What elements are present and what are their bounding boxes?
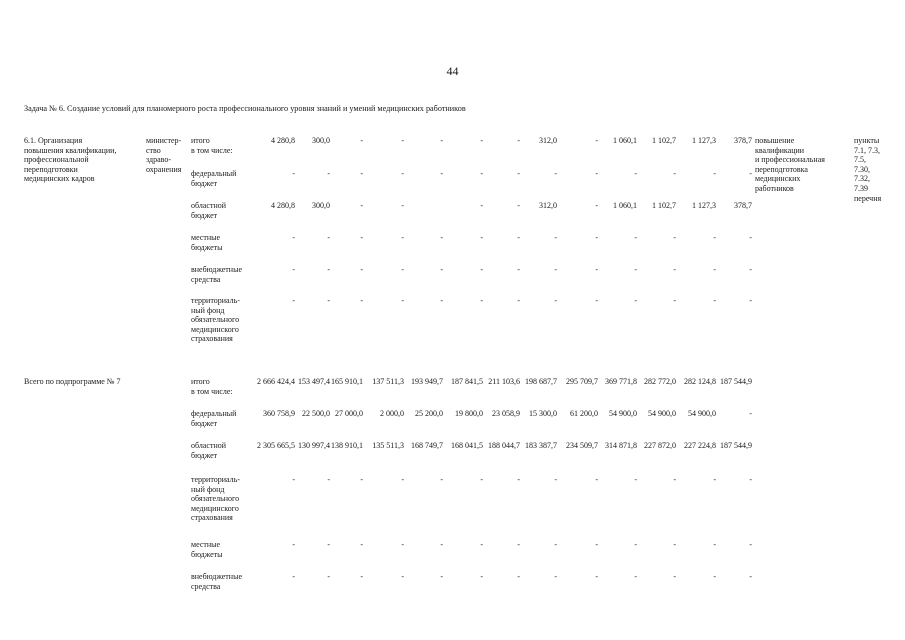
section1-value-cell: -: [401, 169, 404, 178]
section2-value-cell: 295 709,7: [566, 377, 598, 386]
section2-value-cell: 193 949,7: [411, 377, 443, 386]
section1-value-cell: -: [401, 201, 404, 210]
section1-value-cell: -: [634, 265, 637, 274]
section2-value-cell: 234 509,7: [566, 441, 598, 450]
section1-value-cell: -: [713, 169, 716, 178]
section1-value-cell: 4 280,8: [271, 136, 295, 145]
section1-value-cell: -: [749, 233, 752, 242]
section1-value-cell: -: [595, 296, 598, 305]
section1-value-cell: -: [292, 233, 295, 242]
section1-value-cell: -: [440, 265, 443, 274]
section2-value-cell: 137 511,3: [372, 377, 404, 386]
section1-value-cell: -: [517, 169, 520, 178]
section1-value-cell: -: [440, 136, 443, 145]
section2-row-label: итого в том числе:: [191, 377, 233, 396]
section1-value-cell: -: [595, 233, 598, 242]
section2-value-cell: 187 544,9: [720, 377, 752, 386]
section2-value-cell: 2 666 424,4: [257, 377, 295, 386]
section2-value-cell: 130 997,4: [298, 441, 330, 450]
section2-value-cell: 282 124,8: [684, 377, 716, 386]
section1-value-cell: -: [480, 169, 483, 178]
section2-value-cell: -: [327, 540, 330, 549]
section1-value-cell: -: [360, 233, 363, 242]
section1-value-cell: -: [480, 233, 483, 242]
section2-value-cell: 22 500,0: [302, 409, 330, 418]
section1-value-cell: -: [517, 233, 520, 242]
section2-value-cell: -: [440, 540, 443, 549]
section1-value-cell: -: [634, 169, 637, 178]
section1-value-cell: -: [554, 296, 557, 305]
section1-value-cell: 300,0: [312, 201, 330, 210]
section2-row-label: территориаль- ный фонд обязательного медицинского страхования: [191, 475, 240, 523]
section2-value-cell: 135 511,3: [372, 441, 404, 450]
section1-value-cell: -: [595, 169, 598, 178]
section1-value-cell: 378,7: [734, 136, 752, 145]
section1-value-cell: -: [713, 296, 716, 305]
section2-value-cell: 314 871,8: [605, 441, 637, 450]
section2-value-cell: -: [401, 572, 404, 581]
section1-value-cell: -: [595, 136, 598, 145]
section2-value-cell: -: [554, 475, 557, 484]
section2-value-cell: -: [480, 572, 483, 581]
section2-value-cell: -: [360, 572, 363, 581]
section1-value-cell: -: [480, 265, 483, 274]
section1-value-cell: 1 102,7: [652, 136, 676, 145]
section2-value-cell: -: [713, 572, 716, 581]
section1-value-cell: -: [440, 296, 443, 305]
section1-value-cell: -: [673, 265, 676, 274]
section2-value-cell: -: [595, 475, 598, 484]
section2-value-cell: -: [595, 540, 598, 549]
section1-value-cell: -: [327, 169, 330, 178]
section1-value-cell: -: [480, 201, 483, 210]
section1-row-label: местные бюджеты: [191, 233, 223, 252]
section2-value-cell: 183 387,7: [525, 441, 557, 450]
section2-value-cell: -: [634, 540, 637, 549]
section2-value-cell: 61 200,0: [570, 409, 598, 418]
section1-value-cell: -: [480, 136, 483, 145]
section1-value-cell: -: [360, 265, 363, 274]
section2-value-cell: -: [554, 572, 557, 581]
section2-value-cell: 54 900,0: [688, 409, 716, 418]
section2-value-cell: 27 000,0: [335, 409, 363, 418]
section2-value-cell: -: [749, 572, 752, 581]
section1-value-cell: -: [673, 296, 676, 305]
section2-value-cell: -: [673, 475, 676, 484]
section2-value-cell: -: [517, 475, 520, 484]
section1-value-cell: -: [517, 136, 520, 145]
section2-value-cell: -: [292, 572, 295, 581]
section1-value-cell: -: [595, 265, 598, 274]
section1-value-cell: -: [634, 296, 637, 305]
section1-value-cell: 1 102,7: [652, 201, 676, 210]
section1-value-cell: -: [554, 265, 557, 274]
section1-value-cell: -: [595, 201, 598, 210]
section2-value-cell: 54 900,0: [609, 409, 637, 418]
section2-value-cell: 198 687,7: [525, 377, 557, 386]
section1-value-cell: 1 127,3: [692, 201, 716, 210]
section1-row-label: федеральный бюджет: [191, 169, 237, 188]
section1-value-cell: -: [360, 136, 363, 145]
section2-value-cell: -: [749, 540, 752, 549]
section1-value-cell: 312,0: [539, 136, 557, 145]
section1-value-cell: -: [401, 136, 404, 145]
section2-value-cell: -: [634, 475, 637, 484]
section1-value-cell: -: [517, 201, 520, 210]
section1-value-cell: -: [360, 201, 363, 210]
section1-value-cell: -: [749, 169, 752, 178]
section2-row-label: федеральный бюджет: [191, 409, 237, 428]
section2-value-cell: -: [595, 572, 598, 581]
section2-value-cell: 138 910,1: [331, 441, 363, 450]
task-title: Задача № 6. Создание условий для планомерного роста профессионального уровня знаний и умений медицинских работников: [24, 104, 466, 113]
section1-value-cell: -: [517, 296, 520, 305]
section2-value-cell: 188 044,7: [488, 441, 520, 450]
section1-value-cell: -: [440, 169, 443, 178]
section1-value-cell: -: [480, 296, 483, 305]
section1-value-cell: -: [327, 296, 330, 305]
section1-value-cell: -: [749, 296, 752, 305]
section2-value-cell: 168 749,7: [411, 441, 443, 450]
section2-value-cell: 211 103,6: [488, 377, 520, 386]
section2-value-cell: -: [401, 540, 404, 549]
section2-value-cell: -: [292, 540, 295, 549]
section2-row-label: внебюджетные средства: [191, 572, 242, 591]
section2-value-cell: -: [440, 572, 443, 581]
section1-value-cell: -: [327, 233, 330, 242]
section2-value-cell: 2 305 665,5: [257, 441, 295, 450]
section1-value-cell: -: [517, 265, 520, 274]
section1-value-cell: -: [554, 169, 557, 178]
section2-value-cell: 369 771,8: [605, 377, 637, 386]
section2-value-cell: 15 300,0: [529, 409, 557, 418]
section2-value-cell: -: [517, 572, 520, 581]
section2-row-label: местные бюджеты: [191, 540, 223, 559]
section1-value-cell: 378,7: [734, 201, 752, 210]
section2-value-cell: -: [554, 540, 557, 549]
section2-value-cell: 2 000,0: [380, 409, 404, 418]
section2-value-cell: 25 200,0: [415, 409, 443, 418]
section1-value-cell: -: [440, 233, 443, 242]
section2-value-cell: -: [401, 475, 404, 484]
section2-value-cell: -: [480, 475, 483, 484]
section1-value-cell: -: [554, 233, 557, 242]
section2-value-cell: 187 841,5: [451, 377, 483, 386]
section1-row-label: итого в том числе:: [191, 136, 233, 155]
section2-value-cell: 168 041,5: [451, 441, 483, 450]
executor: министер- ство здраво- охранения: [146, 136, 182, 174]
section1-value-cell: 312,0: [539, 201, 557, 210]
section2-value-cell: 153 497,4: [298, 377, 330, 386]
section1-value-cell: -: [749, 265, 752, 274]
expected-result: повышение квалификации и профессиональная переподготовка медицинских работников: [755, 136, 825, 193]
section2-value-cell: 227 872,0: [644, 441, 676, 450]
section2-value-cell: -: [713, 540, 716, 549]
section1-value-cell: 1 060,1: [613, 201, 637, 210]
section1-row-label: внебюджетные средства: [191, 265, 242, 284]
section1-value-cell: -: [360, 169, 363, 178]
section1-value-cell: -: [327, 265, 330, 274]
page-number: 44: [446, 64, 459, 78]
section1-value-cell: -: [401, 296, 404, 305]
section2-value-cell: 227 224,8: [684, 441, 716, 450]
section2-value-cell: -: [292, 475, 295, 484]
section2-value-cell: -: [360, 475, 363, 484]
section2-value-cell: 282 772,0: [644, 377, 676, 386]
section2-value-cell: -: [327, 572, 330, 581]
section2-value-cell: -: [713, 475, 716, 484]
section2-value-cell: -: [517, 540, 520, 549]
section1-value-cell: -: [673, 169, 676, 178]
section1-value-cell: 4 280,8: [271, 201, 295, 210]
section1-value-cell: 1 127,3: [692, 136, 716, 145]
section2-value-cell: -: [673, 540, 676, 549]
section2-value-cell: -: [327, 475, 330, 484]
section1-value-cell: 1 060,1: [613, 136, 637, 145]
item-name-6-1: 6.1. Организация повышения квалификации, профессиональной переподготовки медицинских кадров: [24, 136, 117, 184]
section1-row-label: областной бюджет: [191, 201, 227, 220]
section2-value-cell: 360 758,9: [263, 409, 295, 418]
section2-row-label: областной бюджет: [191, 441, 227, 460]
section1-value-cell: -: [292, 296, 295, 305]
section1-value-cell: -: [360, 296, 363, 305]
section1-value-cell: -: [292, 265, 295, 274]
section1-row-label: территориаль- ный фонд обязательного медицинского страхования: [191, 296, 240, 344]
section2-value-cell: -: [749, 475, 752, 484]
section2-value-cell: 187 544,9: [720, 441, 752, 450]
section2-value-cell: 54 900,0: [648, 409, 676, 418]
section1-value-cell: 300,0: [312, 136, 330, 145]
section2-value-cell: -: [440, 475, 443, 484]
section2-value-cell: -: [673, 572, 676, 581]
section2-value-cell: -: [480, 540, 483, 549]
section2-value-cell: -: [634, 572, 637, 581]
section2-value-cell: 165 910,1: [331, 377, 363, 386]
section1-value-cell: -: [673, 233, 676, 242]
section1-value-cell: -: [634, 233, 637, 242]
section1-value-cell: -: [292, 169, 295, 178]
section1-value-cell: -: [401, 233, 404, 242]
section1-value-cell: -: [713, 265, 716, 274]
subprogram-total-name: Всего по подпрограмме № 7: [24, 377, 121, 386]
section1-value-cell: -: [401, 265, 404, 274]
section2-value-cell: -: [749, 409, 752, 418]
section2-value-cell: -: [360, 540, 363, 549]
section1-value-cell: -: [713, 233, 716, 242]
section2-value-cell: 23 058,9: [492, 409, 520, 418]
reference-points: пункты 7.1, 7.3, 7.5, 7.30, 7.32, 7.39 перечня: [854, 136, 882, 203]
section2-value-cell: 19 800,0: [455, 409, 483, 418]
